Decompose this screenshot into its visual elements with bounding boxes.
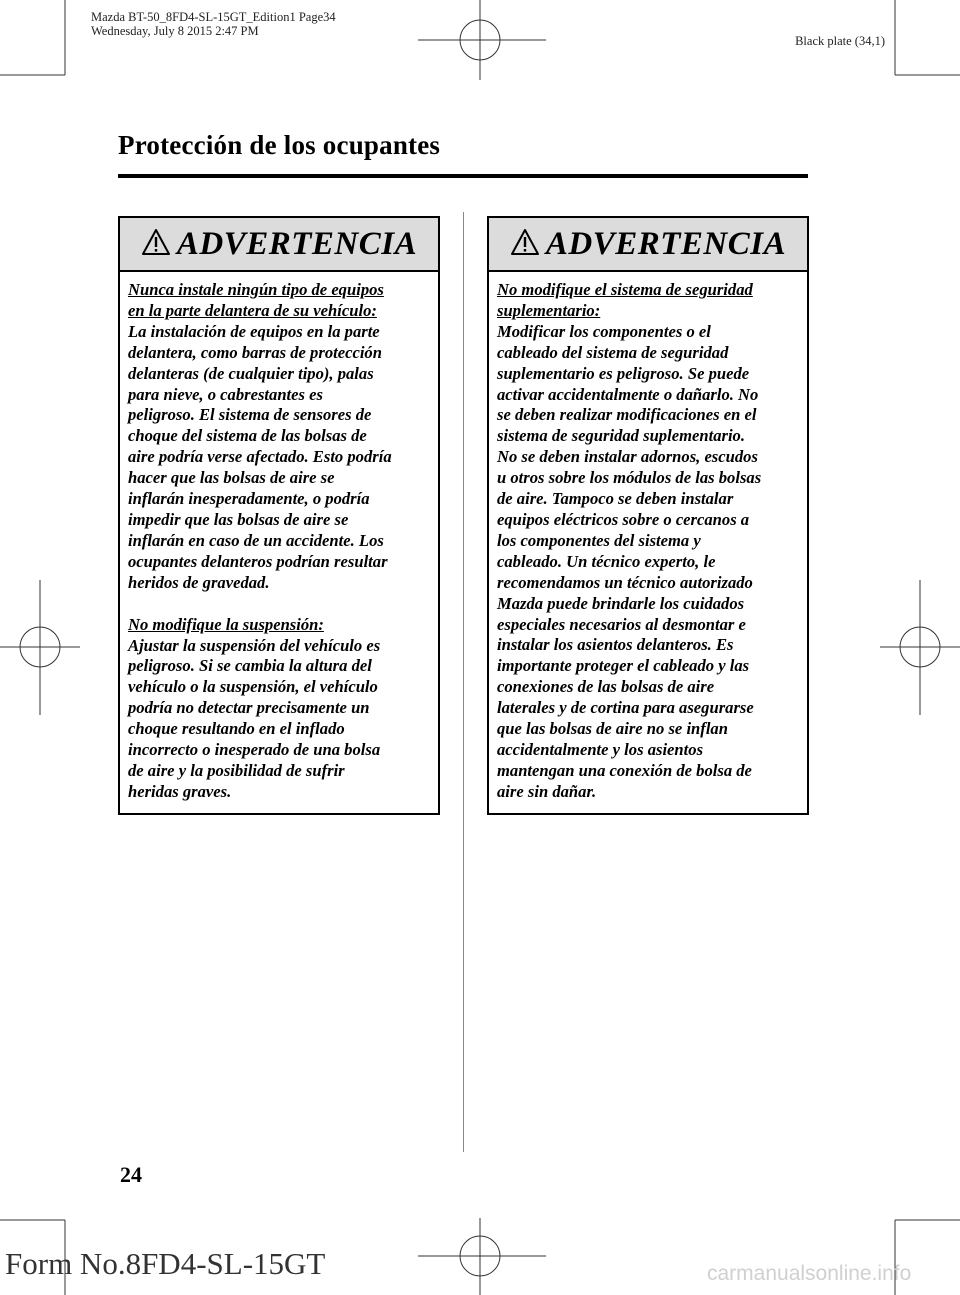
warning-text-line: se deben realizar modificaciones en el [497, 405, 757, 425]
warning-text-line: podría no detectar precisamente un [128, 698, 370, 718]
warning-text-line: inflarán inesperadamente, o podría [128, 489, 370, 509]
warning-text-line: importante proteger el cableado y las [497, 656, 750, 676]
black-plate-label: Black plate (34,1) [795, 34, 885, 48]
warning-box-right [487, 216, 809, 815]
warning-text-line: aire sin dañar. [497, 781, 597, 801]
warning-triangle-icon [141, 228, 171, 256]
warning-text-line: laterales y de cortina para asegurarse [497, 698, 754, 718]
warning-text-line: Ajustar la suspensión del vehículo es [128, 635, 381, 655]
warning-text-line: instalar los asientos delanteros. Es [497, 635, 734, 655]
warning-body-left [120, 272, 438, 813]
warning-text-line: peligroso. El sistema de sensores de [128, 405, 372, 425]
warning-text-line: que las bolsas de aire no se inflan [497, 719, 728, 739]
warning-heading-line: No modifique la suspensión: [128, 614, 324, 634]
warning-text-line: heridos de gravedad. [128, 572, 270, 592]
warning-text-line: peligroso. Si se cambia la altura del [128, 656, 372, 676]
warning-text-line: choque del sistema de las bolsas de [128, 426, 367, 446]
title-rule [118, 174, 808, 178]
warning-text-line: delantera, como barras de protección [128, 342, 382, 362]
warning-text-line: incorrecto o inesperado de una bolsa [128, 740, 381, 760]
warning-text-line: delanteras (de cualquier tipo), palas [128, 363, 374, 383]
warning-text-line: recomendamos un técnico autorizado [497, 572, 753, 592]
warning-text-line: activar accidentalmente o dañarlo. No [497, 384, 759, 404]
warning-header-right [489, 218, 807, 272]
page-number: 24 [120, 1162, 142, 1187]
warning-text-line: choque resultando en el inflado [128, 719, 345, 739]
warning-text-line: Modificar los componentes o el [497, 321, 711, 341]
warning-triangle-icon [510, 228, 540, 256]
warning-heading-line: No modifique el sistema de seguridad [497, 280, 753, 299]
column-divider [463, 212, 464, 1152]
warning-text-line: impedir que las bolsas de aire se [128, 509, 349, 529]
warning-text-line: de aire y la posibilidad de sufrir [128, 760, 345, 780]
warning-text-line: sistema de seguridad suplementario. [497, 426, 745, 446]
warning-text-line: los componentes del sistema y [497, 530, 701, 550]
warning-text-line: aire podría verse afectado. Esto podría [128, 447, 392, 467]
warning-text-line: heridas graves. [128, 781, 232, 801]
print-metadata [91, 10, 336, 38]
print-meta-line1: Mazda BT-50_8FD4-SL-15GT_Edition1 Page34 [91, 10, 336, 24]
warning-text-line: de aire. Tampoco se deben instalar [497, 489, 734, 509]
warning-text-line: No se deben instalar adornos, escudos [497, 447, 758, 467]
warning-text-line: mantengan una conexión de bolsa de [497, 760, 752, 780]
page-title: Protección de los ocupantes [118, 130, 441, 160]
warning-heading-line: Nunca instale ningún tipo de equipos [128, 280, 384, 299]
warning-text-line: hacer que las bolsas de aire se [128, 468, 335, 488]
warning-title-right: ADVERTENCIA [545, 225, 787, 262]
paragraph-gap [128, 594, 430, 615]
warning-text-line: cableado. Un técnico experto, le [497, 551, 716, 571]
warning-title-left: ADVERTENCIA [176, 225, 418, 262]
warning-text-line: equipos eléctricos sobre o cercanos a [497, 509, 750, 529]
warning-text-line: para nieve, o cabrestantes es [128, 384, 323, 404]
warning-text-line: especiales necesarios al desmontar e [497, 614, 746, 634]
warning-text-line: inflarán en caso de un accidente. Los [128, 530, 384, 550]
warning-text-line: vehículo o la suspensión, el vehículo [128, 677, 378, 697]
warning-box-left [118, 216, 440, 815]
warning-body-right [489, 272, 807, 813]
warning-text-line: u otros sobre los módulos de las bolsas [497, 468, 762, 488]
warning-text-line: Mazda puede brindarle los cuidados [497, 593, 745, 613]
warning-text-line: cableado del sistema de seguridad [497, 342, 729, 362]
warning-text-line: conexiones de las bolsas de aire [497, 677, 715, 697]
watermark: carmanualsonline.info [707, 1262, 912, 1285]
form-number: Form No.8FD4-SL-15GT [5, 1246, 326, 1281]
warning-text-line: accidentalmente y los asientos [497, 739, 704, 759]
warning-heading-line: suplementario: [497, 300, 601, 320]
warning-text-line: La instalación de equipos en la parte [128, 321, 380, 341]
warning-text-line: suplementario es peligroso. Se puede [497, 363, 750, 383]
print-meta-line2: Wednesday, July 8 2015 2:47 PM [91, 24, 259, 38]
warning-heading-line: en la parte delantera de su vehículo: [128, 300, 377, 320]
warning-text-line: ocupantes delanteros podrían resultar [128, 551, 388, 571]
warning-header-left [120, 218, 438, 272]
